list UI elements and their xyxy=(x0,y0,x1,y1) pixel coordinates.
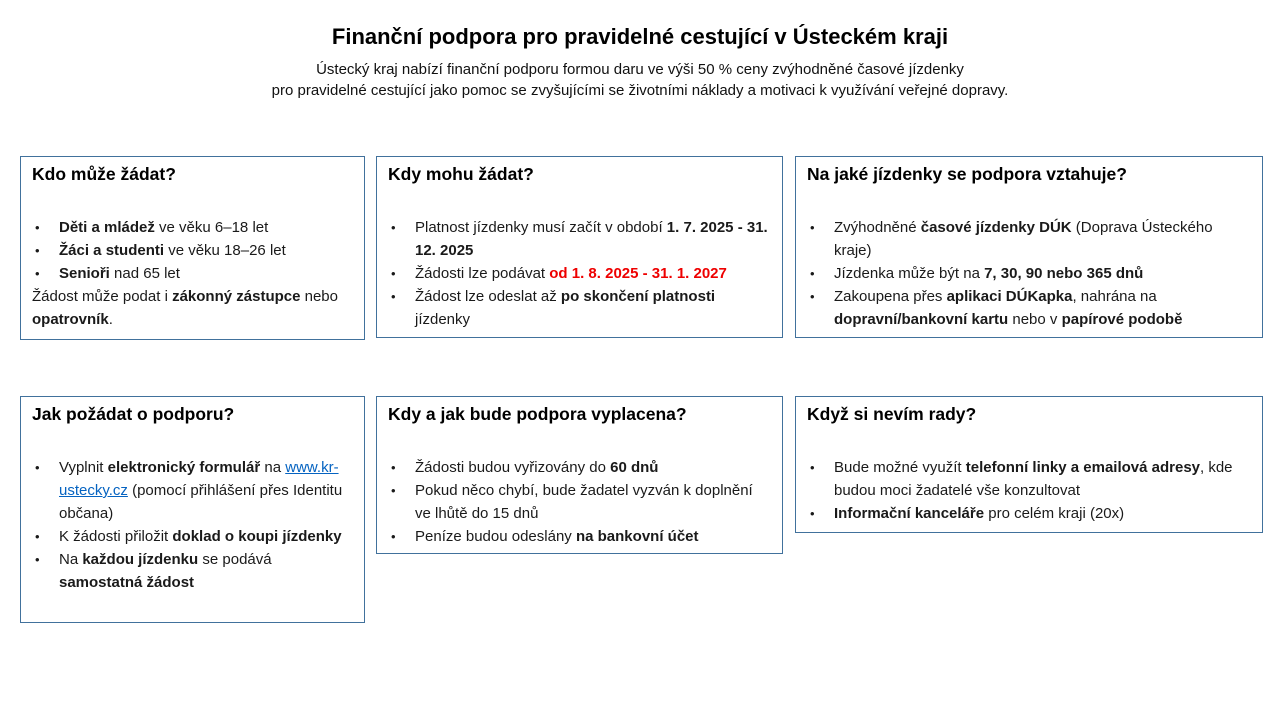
item-text xyxy=(415,216,771,262)
text-run: , nahrána na xyxy=(1072,288,1157,305)
item-text xyxy=(415,479,771,525)
text-run: (Doprava Ústeckého kraje) xyxy=(834,219,1213,259)
bullet-item xyxy=(807,216,1251,262)
bullet-marker: • xyxy=(391,289,396,304)
bullet-item xyxy=(32,216,353,239)
bullet-item xyxy=(32,239,353,262)
bullet-item xyxy=(32,456,353,525)
text-run: jízdenky xyxy=(415,311,471,328)
text-run: doklad o koupi jízdenky xyxy=(172,528,342,545)
item-text xyxy=(59,525,353,548)
text-run: aplikaci DÚKapka xyxy=(946,288,1073,305)
bullet-item xyxy=(807,285,1251,331)
text-run: 1. 7. 2025 - 31. 12. 2025 xyxy=(415,219,768,259)
item-text xyxy=(59,262,353,285)
text-run: ve věku 18–26 let xyxy=(164,242,286,259)
text-run: dopravní/bankovní kartu xyxy=(834,311,1009,328)
bullet-item xyxy=(388,262,771,285)
card-when-how-paid xyxy=(376,396,783,554)
text-run: Zvýhodněné xyxy=(834,219,921,236)
text-run: elektronický formulář xyxy=(107,459,261,476)
item-text xyxy=(415,456,771,479)
text-run: Peníze budou odeslány xyxy=(415,528,576,545)
subtitle-line-1: Ústecký kraj nabízí finanční podporu formou daru ve výši 50 % ceny zvýhodněné časové jízdenky xyxy=(316,61,964,78)
text-line xyxy=(32,285,353,331)
bullet-marker: • xyxy=(810,266,815,281)
text-run: nad 65 let xyxy=(109,265,180,282)
bullet-item xyxy=(32,525,353,548)
card-title: Kdy a jak bude podpora vyplacena? xyxy=(388,404,687,424)
bullet-item xyxy=(388,216,771,262)
bullet-item xyxy=(388,525,771,548)
item-text xyxy=(59,456,353,525)
text-run: Senioři xyxy=(59,265,110,282)
card-eligible-tickets xyxy=(795,156,1263,338)
item-text xyxy=(415,285,771,331)
text-run: se podává xyxy=(198,551,272,568)
bullet-item xyxy=(807,502,1251,525)
item-text xyxy=(415,525,771,548)
text-run: Žáci a studenti xyxy=(59,242,165,259)
text-run: Platnost jízdenky musí začít v období xyxy=(415,219,667,236)
text-run: samostatná žádost xyxy=(59,574,195,591)
text-run: pro celém kraji (20x) xyxy=(984,505,1125,522)
item-text xyxy=(834,456,1251,502)
bullet-item xyxy=(388,479,771,525)
card-body xyxy=(807,456,1251,525)
text-run: papírové podobě xyxy=(1061,311,1183,328)
text-run: od 1. 8. 2025 - 31. 1. 2027 xyxy=(549,265,727,282)
text-run: telefonní linky a emailová adresy xyxy=(965,459,1200,476)
text-run: nebo xyxy=(300,288,338,305)
item-text xyxy=(59,216,353,239)
item-text xyxy=(32,285,353,331)
text-run: (pomocí přihlášení přes Identitu občana) xyxy=(59,482,343,522)
text-run: 7, 30, 90 nebo 365 dnů xyxy=(984,265,1144,282)
text-run: časové jízdenky DÚK xyxy=(920,219,1072,236)
bullet-marker: • xyxy=(391,483,396,498)
slide-header xyxy=(0,24,1280,101)
item-text xyxy=(834,502,1251,525)
text-run: Zakoupena přes xyxy=(834,288,947,305)
text-run: na bankovní účet xyxy=(575,528,699,545)
bullet-marker: • xyxy=(391,220,396,235)
text-run: Děti a mládež xyxy=(59,219,155,236)
bullet-marker: • xyxy=(391,529,396,544)
card-title: Na jaké jízdenky se podpora vztahuje? xyxy=(807,164,1127,184)
text-run: Pokud něco chybí, bude žadatel vyzván k doplnění ve lhůtě do 15 dnů xyxy=(415,482,753,522)
bullet-item xyxy=(388,456,771,479)
card-title: Kdy mohu žádat? xyxy=(388,164,534,184)
text-run: Vyplnit xyxy=(59,459,108,476)
bullet-marker: • xyxy=(35,552,40,567)
card-title: Kdo může žádat? xyxy=(32,164,176,184)
bullet-marker: • xyxy=(35,243,40,258)
bullet-marker: • xyxy=(35,529,40,544)
card-body xyxy=(32,216,353,331)
bullet-marker: • xyxy=(810,506,815,521)
card-body xyxy=(32,456,353,594)
text-run: Informační kanceláře xyxy=(834,505,985,522)
text-run: . xyxy=(108,311,113,328)
bullet-marker: • xyxy=(35,266,40,281)
item-text xyxy=(834,285,1251,331)
card-when-can-apply xyxy=(376,156,783,338)
card-body xyxy=(388,216,771,331)
card-how-to-apply xyxy=(20,396,365,623)
text-run: 60 dnů xyxy=(610,459,659,476)
bullet-marker: • xyxy=(391,266,396,281)
kr-ustecky-link[interactable]: www.kr-ustecky.cz xyxy=(59,459,339,499)
text-run: Na xyxy=(59,551,83,568)
bullet-item xyxy=(388,285,771,331)
bullet-marker: • xyxy=(810,220,815,235)
text-run: Bude možné využít xyxy=(834,459,966,476)
bullet-marker: • xyxy=(35,220,40,235)
text-run: Žádost lze odeslat až xyxy=(415,288,561,305)
text-run: zákonný zástupce xyxy=(172,288,301,305)
text-run: Jízdenka může být na xyxy=(834,265,985,282)
subtitle-line-2: pro pravidelné cestující jako pomoc se zvyšujícími se životními náklady a motivaci k využívání veřejné dopravy. xyxy=(271,82,1009,99)
card-body xyxy=(388,456,771,548)
bullet-item xyxy=(807,262,1251,285)
bullet-item xyxy=(807,456,1251,502)
item-text xyxy=(415,262,771,285)
bullet-marker: • xyxy=(35,460,40,475)
bullet-marker: • xyxy=(810,460,815,475)
item-text xyxy=(59,548,353,594)
text-run: nebo v xyxy=(1008,311,1062,328)
card-title: Když si nevím rady? xyxy=(807,404,977,424)
text-run: na xyxy=(260,459,286,476)
card-need-help xyxy=(795,396,1263,533)
card-who-can-apply xyxy=(20,156,365,340)
card-title: Jak požádat o podporu? xyxy=(32,404,235,424)
card-body xyxy=(807,216,1251,331)
text-run: Žádosti lze podávat xyxy=(415,265,550,282)
text-run: Žádosti budou vyřizovány do xyxy=(415,459,611,476)
text-run: K žádosti přiložit xyxy=(59,528,173,545)
bullet-item xyxy=(32,548,353,594)
bullet-marker: • xyxy=(810,289,815,304)
text-run: Žádost může podat i xyxy=(32,288,173,305)
text-run: , kde budou moci žadatelé vše konzultovat xyxy=(834,459,1233,499)
text-run: každou jízdenku xyxy=(82,551,199,568)
text-run: po skončení platnosti xyxy=(560,288,716,305)
bullet-item xyxy=(32,262,353,285)
text-run: ve věku 6–18 let xyxy=(154,219,269,236)
bullet-marker: • xyxy=(391,460,396,475)
item-text xyxy=(834,262,1251,285)
text-run: opatrovník xyxy=(32,311,109,328)
item-text xyxy=(834,216,1251,262)
page-title: Finanční podpora pro pravidelné cestující v Ústeckém kraji xyxy=(331,24,949,49)
item-text xyxy=(59,239,353,262)
